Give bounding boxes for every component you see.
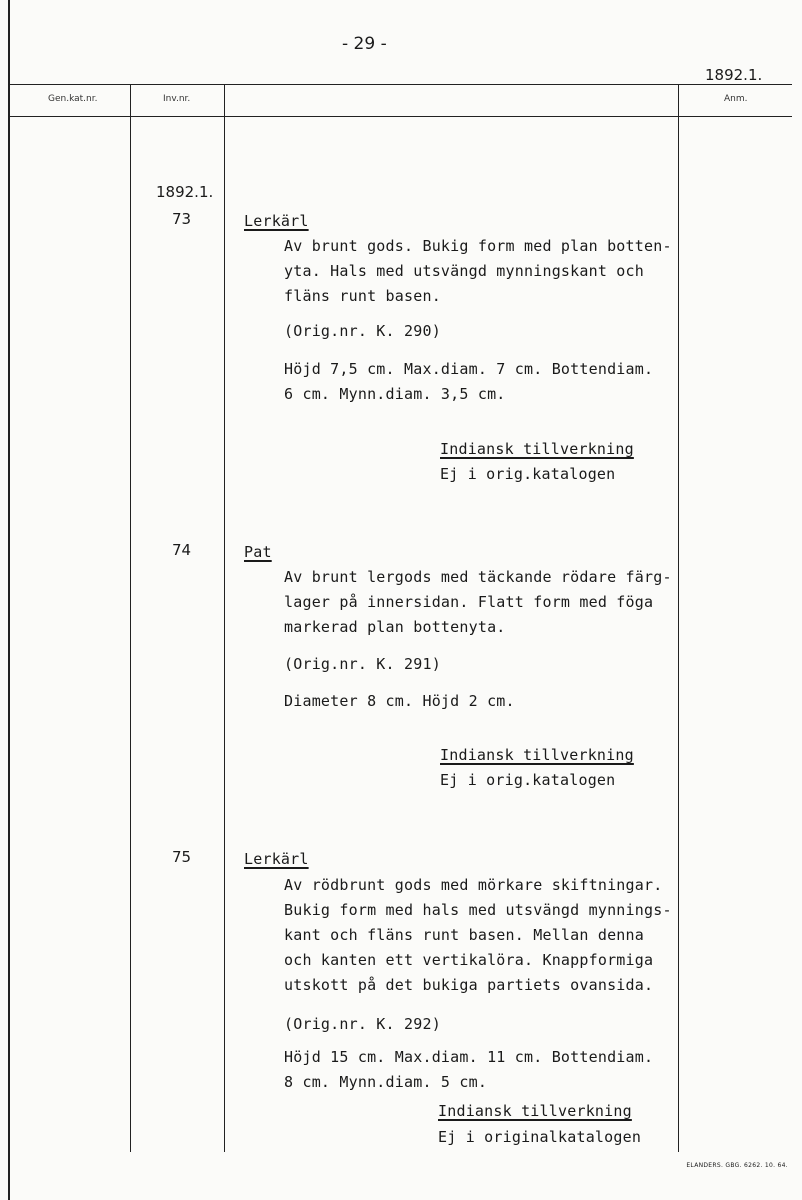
entry-dimensions [284,357,653,407]
entry-origin: Indiansk tillverkning [438,1102,632,1120]
header-accession-number: 1892.1. [705,66,763,84]
page-number: - 29 - [342,34,387,54]
entry-dimensions [284,1045,653,1095]
dimensions-line: Höjd 7,5 cm. Max.diam. 7 cm. Bottendiam. [284,360,654,378]
entry-orig-number: (Orig.nr. K. 291) [284,655,441,673]
entry-dimensions [284,689,515,714]
entry-title: Pat [244,543,272,561]
entry-catalog-note: Ej i orig.katalogen [440,771,616,789]
description-line: och kanten ett vertikalöra. Knappformiga [284,951,654,969]
entry-catalog-note: Ej i orig.katalogen [440,465,616,483]
description-line: markerad plan bottenyta. [284,618,506,636]
inv-column-rule [224,84,225,1152]
entry-description [284,234,672,309]
entry-title: Lerkärl [244,212,309,230]
header-rule-top [10,84,792,85]
group-accession-label: 1892.1. [156,183,214,201]
description-line: Bukig form med hals med utsvängd mynnings- [284,901,672,919]
dimensions-line: Höjd 15 cm. Max.diam. 11 cm. Bottendiam. [284,1048,654,1066]
left-margin-rule [8,0,10,1200]
entry-title: Lerkärl [244,850,309,868]
entry-inv-number: 74 [172,541,192,559]
column-header-inv: Inv.nr. [163,94,191,104]
anm-column-rule [678,84,679,1152]
description-line: lager på innersidan. Flatt form med föga [284,593,654,611]
dimensions-line: 6 cm. Mynn.diam. 3,5 cm. [284,385,506,403]
dimensions-line: 8 cm. Mynn.diam. 5 cm. [284,1073,488,1091]
header-rule-bottom [10,116,792,117]
entry-origin: Indiansk tillverkning [440,440,634,458]
entry-inv-number: 75 [172,848,192,866]
gen-kat-column-rule [130,84,131,1152]
description-line: yta. Hals med utsvängd mynningskant och [284,262,644,280]
description-line: Av brunt lergods med täckande rödare färg- [284,568,672,586]
column-header-anm: Anm. [724,94,748,104]
description-line: kant och fläns runt basen. Mellan denna [284,926,644,944]
entry-orig-number: (Orig.nr. K. 290) [284,322,441,340]
column-header-gen-kat: Gen.kat.nr. [48,94,98,104]
entry-inv-number: 73 [172,210,192,228]
entry-catalog-note: Ej i originalkatalogen [438,1128,642,1146]
description-line: Av brunt gods. Bukig form med plan botten- [284,237,672,255]
description-line: fläns runt basen. [284,287,441,305]
entry-origin: Indiansk tillverkning [440,746,634,764]
entry-description [284,565,672,640]
entry-description [284,873,672,998]
printer-imprint: ELANDERS. GBG. 6262. 10. 64. [686,1162,788,1169]
dimensions-line: Diameter 8 cm. Höjd 2 cm. [284,692,515,710]
entry-orig-number: (Orig.nr. K. 292) [284,1015,441,1033]
description-line: Av rödbrunt gods med mörkare skiftningar. [284,876,663,894]
description-line: utskott på det bukiga partiets ovansida. [284,976,654,994]
